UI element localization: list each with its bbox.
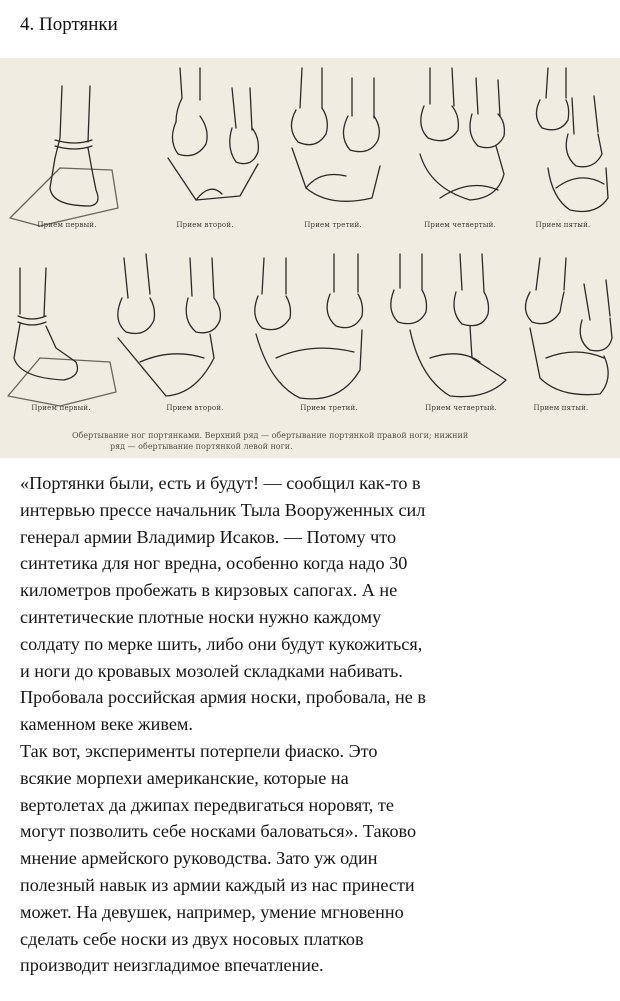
article-line: генерал армии Владимир Исаков. — Потому что — [20, 526, 397, 547]
article-line: синтетические плотные носки нужно каждому — [20, 606, 382, 627]
article-line: километров пробежать в кирзовых сапогах. А не — [20, 580, 398, 601]
article-line: интервью прессе начальник Тыла Вооруженных сил — [20, 499, 426, 520]
figure-caption-line-2: ряд — обертывание портянкой левой ноги. — [110, 442, 293, 451]
bottom-caption-3: Прием третий. — [300, 404, 358, 412]
top-caption-1: Прием первый. — [37, 221, 97, 229]
bottom-step-4-drawing — [391, 254, 506, 397]
top-step-1-drawing — [10, 86, 118, 226]
article-line: мнение армейского руководства. Зато уж один — [20, 848, 378, 869]
top-step-4-drawing — [420, 68, 504, 200]
article-line: полезный навык из армии каждый из нас принести — [20, 874, 415, 895]
article-line: Так вот, эксперименты потерпели фиаско. Это — [20, 740, 378, 761]
footwrap-illustration — [0, 58, 620, 458]
top-caption-4: Прием четвертый. — [424, 221, 496, 229]
bottom-caption-2: Прием второй. — [166, 404, 224, 412]
bottom-caption-5: Прием пятый. — [533, 404, 589, 412]
article-line: вертолетах да джипах передвигаться норовят, те — [20, 794, 394, 815]
article-line: «Портянки были, есть и будут! — сообщил как-то в — [20, 473, 421, 493]
bottom-step-3-drawing — [255, 254, 363, 399]
bottom-caption-4: Прием четвертый. — [425, 404, 497, 412]
illustration-drawing — [0, 58, 620, 458]
top-step-3-drawing — [291, 68, 380, 201]
top-caption-5: Прием пятый. — [535, 221, 591, 229]
article-line: каменном веке живем. — [20, 714, 193, 735]
article-line: и ноги до кровавых мозолей складками набивать. — [20, 660, 403, 681]
top-caption-3: Прием третий. — [304, 221, 362, 229]
top-caption-2: Прием второй. — [176, 221, 234, 229]
article-line: сделать себе носки из двух носовых платков — [20, 928, 364, 949]
bottom-step-5-drawing — [525, 258, 612, 395]
article-line: всякие морпехи американские, которые на — [20, 767, 349, 788]
article-line: может. На девушек, например, умение мгновенно — [20, 901, 404, 922]
bottom-step-2-drawing — [118, 254, 221, 396]
bottom-caption-1: Прием первый. — [31, 404, 91, 412]
figure-caption-line-1: Обертывание ног портянками. Верхний ряд — обертывание портянкой правой ноги; нижний — [72, 431, 469, 440]
top-step-2-drawing — [168, 68, 258, 200]
article-line: синтетика для ног вредна, особенно когда надо 30 — [20, 553, 408, 574]
article-body — [20, 470, 605, 979]
article-line: солдату по мерке шить, либо они будут кукожиться, — [20, 633, 423, 654]
article-line: производит неизгладимое впечатление. — [20, 955, 324, 976]
top-step-5-drawing — [536, 68, 608, 212]
article-line: могут позволить себе носками баловаться». Таково — [20, 821, 417, 842]
bottom-step-1-drawing — [8, 268, 116, 406]
article-line: Пробовала российская армия носки, пробовала, не в — [20, 687, 426, 708]
section-heading: 4. Портянки — [20, 14, 118, 35]
